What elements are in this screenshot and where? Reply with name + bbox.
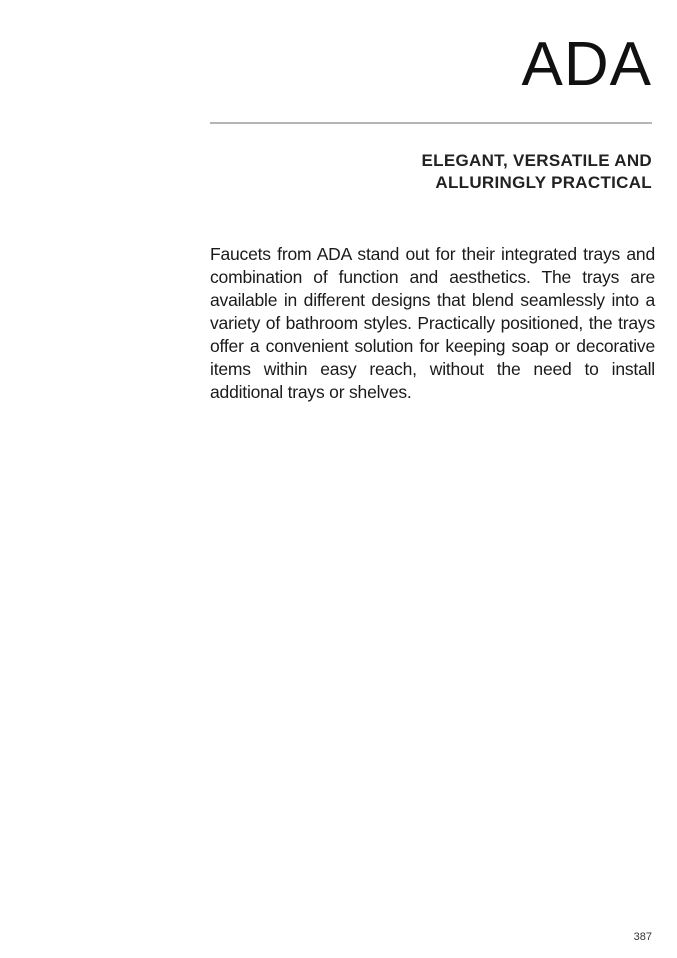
page-number: 387 <box>633 931 652 943</box>
body-paragraph: Faucets from ADA stand out for their integrated trays and combination of function and aesthetics. The trays are available in different designs that blend seamlessly into a variety of bathroom styles. Practically positioned, the trays offer a convenient solution for keeping soap or decorative items within easy reach, without the need to install additional trays or shelves. <box>210 244 655 402</box>
subtitle <box>210 150 652 194</box>
subtitle-line-1: ELEGANT, VERSATILE AND <box>421 151 652 170</box>
page-title: ADA <box>521 30 652 99</box>
subtitle-line-2: ALLURINGLY PRACTICAL <box>435 173 652 192</box>
divider <box>210 122 652 124</box>
